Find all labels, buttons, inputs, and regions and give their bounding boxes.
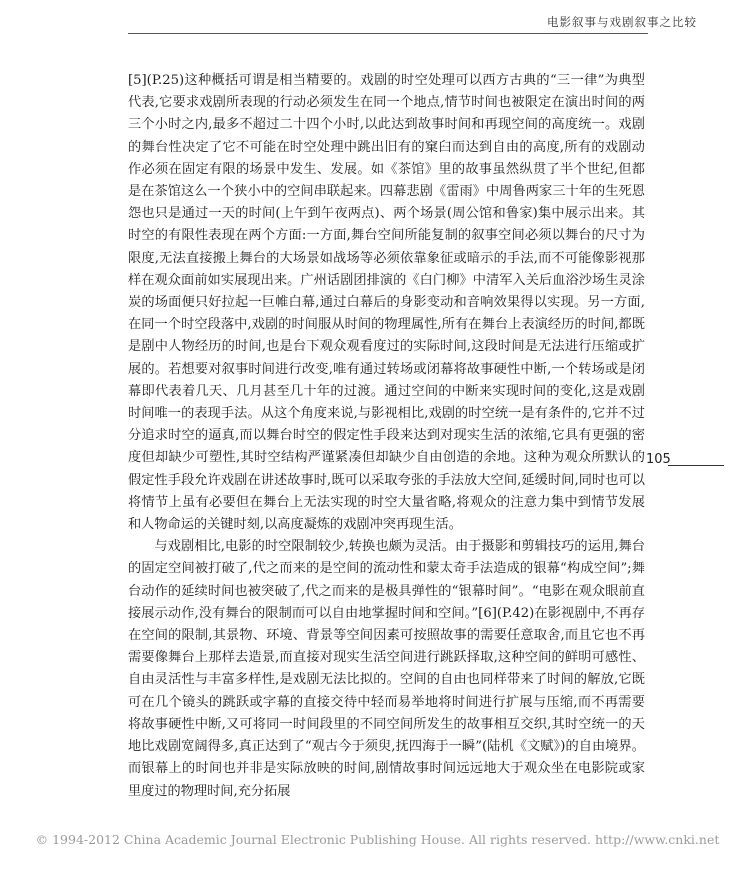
article-body xyxy=(128,70,645,803)
header-rule xyxy=(128,33,648,34)
paragraph-2: 与戏剧相比,电影的时空限制较少,转换也颇为灵活。由于摄影和剪辑技巧的运用,舞台的固定空间被打破了,代之而来的是空间的流动性和蒙太奇手法造成的银幕“构成空间”;舞台动作的延续时间也被突破了,代之而来的是极具弹性的“银幕时间”。“电影在观众眼前直接展示动作,没有舞台的限制而可以自由地掌握时间和空间。”[6](P.42)在影视剧中,不再存在空间的限制,其景物、环境、背景等空间因素可按照故事的需要任意取舍,而且它也不再需要像舞台上那样去造景,而直接对现实生活空间进行跳跃择取,这种空间的鲜明可感性、自由灵活性与丰富多样性,是戏剧无法比拟的。空间的自由也同样带来了时间的解放,它既可在几个镜头的跳跃或字幕的直接交待中轻而易举地将时间进行扩展与压缩,而不再需要将故事硬性中断,又可将同一时间段里的不同空间所发生的故事相互交织,其时空统一的天地比戏剧宽阔得多,真正达到了“观古今于须臾,抚四海于一瞬”(陆机《文赋》)的自由境界。而银幕上的时间也并非是实际放映的时间,剧情故事时间远远地大于观众坐在电影院或家里度过的物理时间,充分拓展 xyxy=(128,539,645,799)
page-number: 105 xyxy=(646,452,671,467)
page-number-rule xyxy=(668,465,724,466)
paragraph-1: [5](P.25)这种概括可谓是相当精要的。戏剧的时空处理可以西方古典的“三一律”为典型代表,它要求戏剧所表现的行动必须发生在同一个地点,情节时间也被限定在演出时间的两三个小时之内,最多不超过二十四个小时,以此达到故事时间和再现空间的高度统一。戏剧的舞台性决定了它不可能在时空处理中跳出旧有的窠臼而达到自由的高度,所有的戏剧动作必须在固定有限的场景中发生、发展。如《茶馆》里的故事虽然纵贯了半个世纪,但都是在茶馆这么一个狭小中的空间串联起来。四幕悲剧《雷雨》中周鲁两家三十年的生死恩怨也只是通过一天的时间(上午到午夜两点)、两个场景(周公馆和鲁家)集中展示出来。其时空的有限性表现在两个方面:一方面,舞台空间所能复制的叙事空间必须以舞台的尺寸为限度,无法直接搬上舞台的大场景如战场等必须依靠象征或暗示的手法,而不可能像影视那样在观众面前如实展现出来。广州话剧团排演的《白门柳》中清军入关后血浴沙场生灵涂炭的场面便只好拉起一巨帷白幕,通过白幕后的身影变动和音响效果得以实现。另一方面,在同一个时空段落中,戏剧的时间服从时间的物理属性,所有在舞台上表演经历的时间,都既是剧中人物经历的时间,也是台下观众观看度过的实际时间,这段时间是无法进行压缩或扩展的。若想要对叙事时间进行改变,唯有通过转场或闭幕将故事硬性中断,一个转场或是闭幕即代表着几天、几月甚至几十年的过渡。通过空间的中断来实现时间的变化,这是戏剧时间唯一的表现手法。从这个角度来说,与影视相比,戏剧的时空统一是有条件的,它并不过分追求时空的逼真,而以舞台时空的假定性手段来达到对现实生活的浓缩,它具有更强的密度但却缺少可塑性,其时空结构严谨紧凑但却缺少自由创造的余地。这种为观众所默认的假定性手段允许戏剧在讲述故事时,既可以采取夸张的手法放大空间,延缓时间,同时也可以将情节上虽有必要但在舞台上无法实现的时空大量省略,将观众的注意力集中到情节发展和人物命运的关键时刻,以高度凝炼的戏剧冲突再现生活。 xyxy=(128,73,645,533)
copyright-watermark: © 1994-2012 China Academic Journal Electronic Publishing House. All rights reserved. http://www.cnki.net xyxy=(35,832,720,847)
running-header: 电影叙事与戏剧叙事之比较 xyxy=(547,15,697,29)
